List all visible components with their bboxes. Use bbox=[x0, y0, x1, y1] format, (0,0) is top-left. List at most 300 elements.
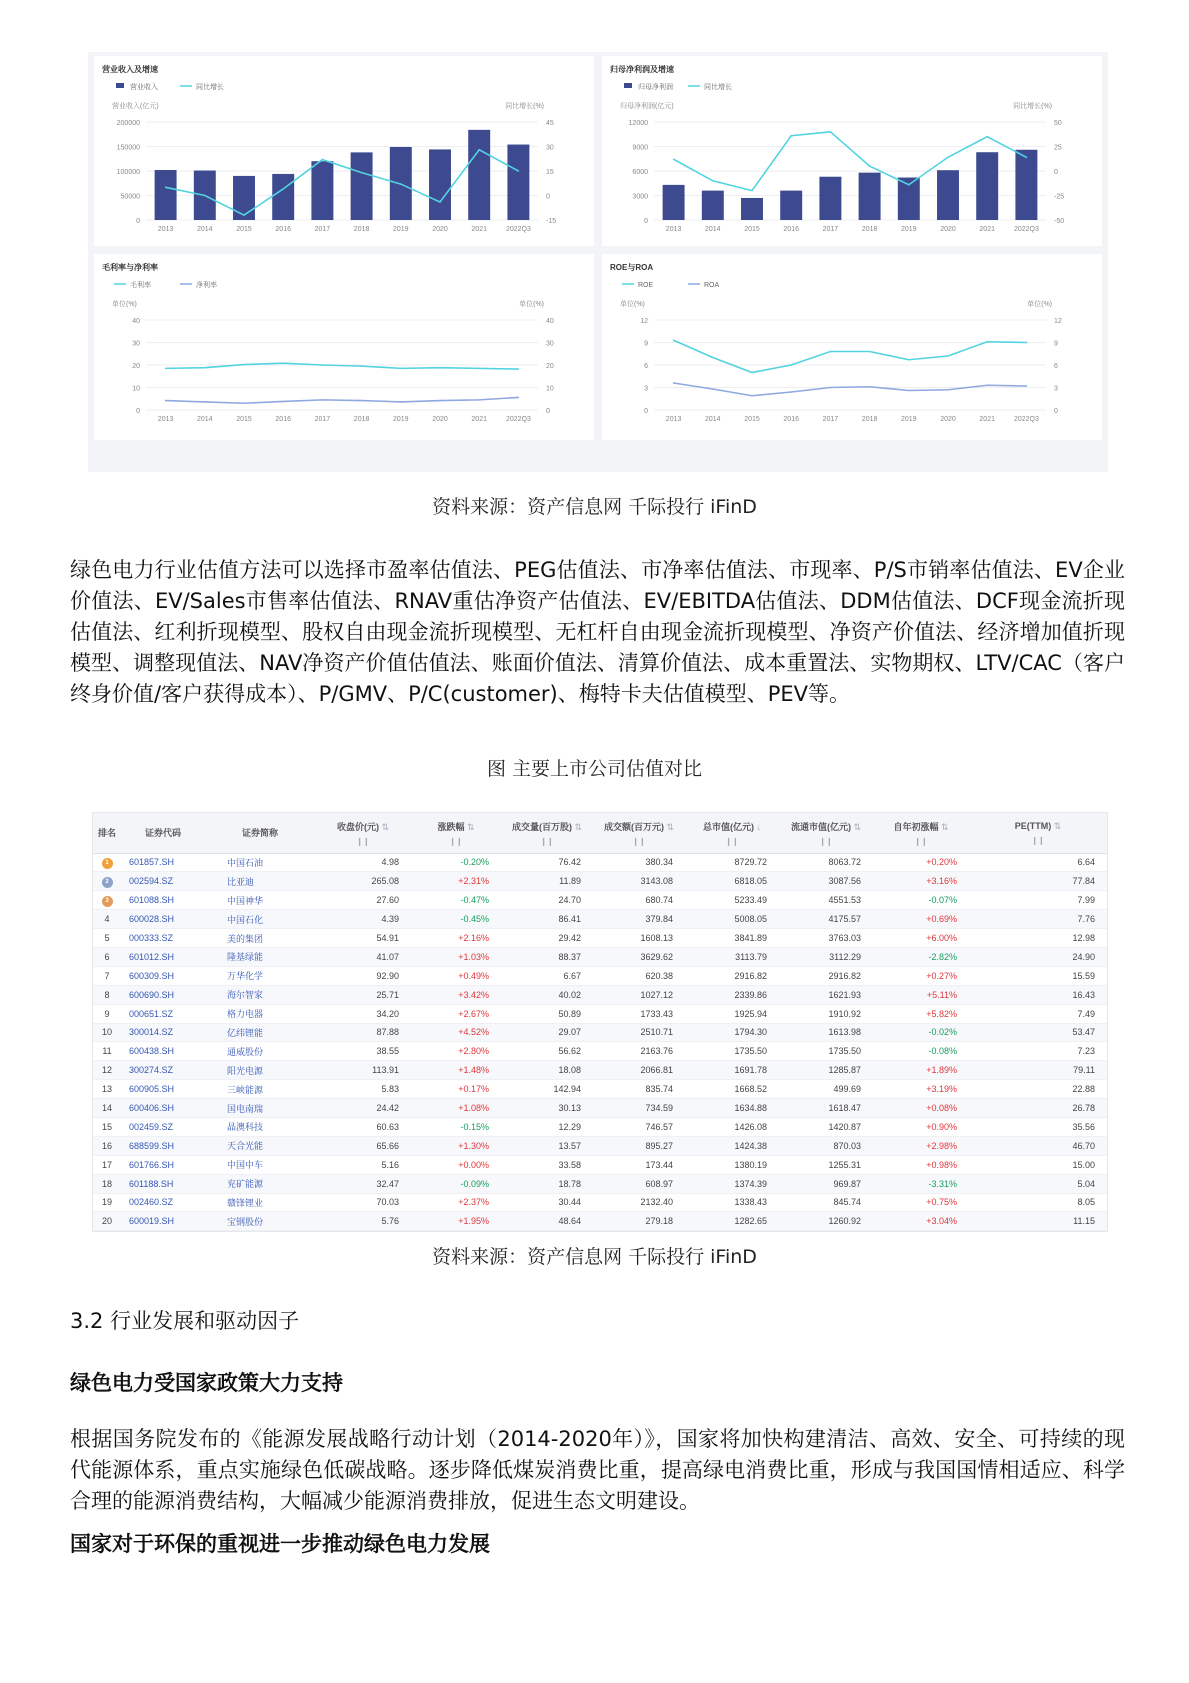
sort-icon[interactable]: ⇅ bbox=[1051, 820, 1062, 831]
ytd-change: +1.89% bbox=[873, 1061, 969, 1080]
x-tick: 2013 bbox=[665, 416, 682, 423]
column-header[interactable] bbox=[411, 813, 501, 853]
market-cap: 2916.82 bbox=[685, 966, 779, 985]
table-row[interactable] bbox=[93, 1212, 1107, 1231]
ytd-change: +3.16% bbox=[873, 872, 969, 891]
growth-point bbox=[869, 165, 871, 167]
growth-point bbox=[478, 149, 480, 151]
y-tick-left: 0 bbox=[136, 408, 140, 415]
ytd-change: +0.27% bbox=[873, 966, 969, 985]
growth-line bbox=[674, 132, 1027, 191]
stock-code[interactable]: 002460.SZ bbox=[121, 1193, 205, 1212]
stock-code[interactable]: 600309.SH bbox=[121, 966, 205, 985]
table-row[interactable] bbox=[93, 1042, 1107, 1061]
growth-point bbox=[204, 195, 206, 197]
chart-title: 归母净利润及增速 bbox=[610, 65, 674, 74]
series-point bbox=[322, 364, 324, 366]
change-pct: +1.03% bbox=[411, 947, 501, 966]
volume: 11.89 bbox=[501, 872, 593, 891]
y-tick-left: 9 bbox=[644, 340, 648, 348]
stock-name[interactable]: 晶澳科技 bbox=[205, 1117, 315, 1136]
table-row[interactable] bbox=[93, 1004, 1107, 1023]
rank-cell bbox=[93, 853, 121, 872]
stock-name[interactable]: 海尔智家 bbox=[205, 985, 315, 1004]
stock-name[interactable]: 三峡能源 bbox=[205, 1080, 315, 1099]
y-tick-right: 30 bbox=[546, 340, 554, 348]
market-cap: 1735.50 bbox=[685, 1042, 779, 1061]
series-point bbox=[204, 367, 206, 369]
stock-name[interactable]: 美的集团 bbox=[205, 929, 315, 948]
x-tick: 2014 bbox=[197, 416, 213, 423]
stock-code[interactable]: 600028.SH bbox=[121, 910, 205, 929]
column-chart-icon[interactable]: ❙❙ bbox=[914, 836, 928, 846]
series-point bbox=[947, 355, 949, 357]
x-tick: 2013 bbox=[157, 416, 174, 423]
volume: 142.94 bbox=[501, 1080, 593, 1099]
volume: 88.37 bbox=[501, 947, 593, 966]
stock-name[interactable]: 中国神华 bbox=[205, 891, 315, 910]
turnover: 835.74 bbox=[593, 1080, 685, 1099]
sort-icon[interactable]: ⇅ bbox=[571, 821, 583, 832]
ytd-change: -2.82% bbox=[873, 947, 969, 966]
ytd-change: +3.19% bbox=[873, 1080, 969, 1099]
ytd-change: +6.00% bbox=[873, 929, 969, 948]
change-pct: -0.47% bbox=[411, 891, 501, 910]
bar bbox=[155, 170, 177, 220]
column-chart-icon[interactable]: ❙❙ bbox=[449, 836, 463, 846]
table-row[interactable] bbox=[93, 1080, 1107, 1099]
close-price: 87.88 bbox=[315, 1023, 411, 1042]
ytd-change: +0.75% bbox=[873, 1193, 969, 1212]
change-pct: -0.45% bbox=[411, 910, 501, 929]
x-tick: 2018 bbox=[353, 416, 370, 423]
series-point bbox=[165, 368, 167, 370]
series-point bbox=[751, 395, 753, 397]
y-tick-right: 45 bbox=[546, 120, 554, 127]
pe-ttm: 79.11 bbox=[969, 1061, 1107, 1080]
column-header-label: 收盘价(元) bbox=[336, 821, 379, 832]
stock-code[interactable]: 002459.SZ bbox=[121, 1117, 205, 1136]
series-point bbox=[830, 351, 832, 353]
table-row[interactable] bbox=[93, 1136, 1107, 1155]
pe-ttm: 16.43 bbox=[969, 985, 1107, 1004]
turnover: 380.34 bbox=[593, 853, 685, 872]
stock-name[interactable]: 中国石化 bbox=[205, 910, 315, 929]
turnover: 746.57 bbox=[593, 1117, 685, 1136]
close-price: 38.55 bbox=[315, 1042, 411, 1061]
rank-cell: 9 bbox=[93, 1004, 121, 1023]
legend-label: 营业收入 bbox=[130, 84, 158, 91]
change-pct: -0.20% bbox=[411, 853, 501, 872]
right-axis-unit: 同比增长(%) bbox=[505, 103, 544, 110]
change-pct: +0.49% bbox=[411, 966, 501, 985]
close-price: 60.63 bbox=[315, 1117, 411, 1136]
volume: 86.41 bbox=[501, 910, 593, 929]
table-row[interactable] bbox=[93, 966, 1107, 985]
column-header[interactable] bbox=[315, 813, 411, 853]
table-row[interactable] bbox=[93, 872, 1107, 891]
change-pct: +1.95% bbox=[411, 1212, 501, 1231]
change-pct: +2.16% bbox=[411, 929, 501, 948]
ytd-change: -0.02% bbox=[873, 1023, 969, 1042]
column-chart-icon[interactable]: ❙❙ bbox=[356, 836, 370, 846]
table-row[interactable] bbox=[93, 1061, 1107, 1080]
rank-cell bbox=[93, 891, 121, 910]
growth-point bbox=[790, 135, 792, 137]
valuation-table bbox=[93, 813, 1107, 1231]
column-header-label: 证券简称 bbox=[241, 828, 278, 839]
stock-name[interactable]: 兖矿能源 bbox=[205, 1174, 315, 1193]
stock-code[interactable]: 601857.SH bbox=[121, 853, 205, 872]
ytd-change: +0.98% bbox=[873, 1155, 969, 1174]
series-point bbox=[790, 364, 792, 366]
stock-code[interactable]: 300274.SZ bbox=[121, 1061, 205, 1080]
market-cap: 1374.39 bbox=[685, 1174, 779, 1193]
growth-point bbox=[243, 214, 245, 216]
pe-ttm: 7.99 bbox=[969, 891, 1107, 910]
float-market-cap: 499.69 bbox=[779, 1080, 873, 1099]
y-tick-left: 40 bbox=[132, 318, 140, 325]
series-point bbox=[712, 357, 714, 359]
series-point bbox=[439, 400, 441, 402]
float-market-cap: 2916.82 bbox=[779, 966, 873, 985]
stock-code[interactable]: 600406.SH bbox=[121, 1099, 205, 1118]
growth-point bbox=[908, 184, 910, 186]
rank-cell: 16 bbox=[93, 1136, 121, 1155]
series-point bbox=[400, 368, 402, 370]
table-body bbox=[93, 853, 1107, 1231]
bar bbox=[429, 149, 451, 220]
series-point bbox=[478, 399, 480, 401]
change-pct: +0.00% bbox=[411, 1155, 501, 1174]
stock-name[interactable]: 中国石油 bbox=[205, 853, 315, 872]
table-row[interactable] bbox=[93, 1023, 1107, 1042]
stock-code[interactable]: 600690.SH bbox=[121, 985, 205, 1004]
turnover: 2510.71 bbox=[593, 1023, 685, 1042]
x-tick: 2016 bbox=[275, 416, 291, 423]
rank-cell: 20 bbox=[93, 1212, 121, 1231]
stock-name[interactable]: 亿纬锂能 bbox=[205, 1023, 315, 1042]
series-point bbox=[204, 401, 206, 403]
pe-ttm: 11.15 bbox=[969, 1212, 1107, 1231]
series-line bbox=[166, 397, 519, 403]
ytd-change: +0.08% bbox=[873, 1099, 969, 1118]
stock-code[interactable]: 601188.SH bbox=[121, 1174, 205, 1193]
market-cap: 1691.78 bbox=[685, 1061, 779, 1080]
column-chart-icon[interactable]: ❙❙ bbox=[540, 836, 554, 846]
column-header bbox=[121, 813, 205, 853]
stock-code[interactable]: 002594.SZ bbox=[121, 872, 205, 891]
sort-icon[interactable]: ⇅ bbox=[850, 821, 862, 832]
pe-ttm: 35.56 bbox=[969, 1117, 1107, 1136]
volume: 50.89 bbox=[501, 1004, 593, 1023]
series-point bbox=[712, 388, 714, 390]
rank-medal-icon: 3 bbox=[102, 896, 113, 907]
turnover: 608.97 bbox=[593, 1174, 685, 1193]
series-line bbox=[166, 363, 519, 369]
change-pct: -0.15% bbox=[411, 1117, 501, 1136]
financial-charts-figure bbox=[88, 52, 1108, 472]
table-row[interactable] bbox=[93, 1174, 1107, 1193]
turnover: 1027.12 bbox=[593, 985, 685, 1004]
x-tick: 2017 bbox=[314, 226, 331, 233]
market-cap: 1282.65 bbox=[685, 1212, 779, 1231]
stock-name[interactable]: 天合光能 bbox=[205, 1136, 315, 1155]
y-tick-right: 50 bbox=[1054, 120, 1062, 127]
market-cap: 5008.05 bbox=[685, 910, 779, 929]
x-tick: 2015 bbox=[236, 226, 252, 233]
close-price: 41.07 bbox=[315, 947, 411, 966]
y-tick-left: 3 bbox=[644, 385, 648, 393]
x-tick: 2013 bbox=[665, 226, 682, 233]
column-header-label: 自年初涨幅 bbox=[893, 821, 939, 832]
x-tick: 2021 bbox=[471, 226, 487, 233]
turnover: 379.84 bbox=[593, 910, 685, 929]
y-tick-left: 3000 bbox=[632, 193, 648, 201]
turnover: 1608.13 bbox=[593, 929, 685, 948]
stock-name[interactable]: 中国中车 bbox=[205, 1155, 315, 1174]
column-chart-icon[interactable]: ❙❙ bbox=[1031, 835, 1045, 845]
table-row[interactable] bbox=[93, 853, 1107, 872]
series-point bbox=[361, 400, 363, 402]
bar bbox=[233, 176, 255, 220]
table-row[interactable] bbox=[93, 1193, 1107, 1212]
series-point bbox=[322, 399, 324, 401]
turnover: 2132.40 bbox=[593, 1193, 685, 1212]
table-row[interactable] bbox=[93, 929, 1107, 948]
series-point bbox=[243, 364, 245, 366]
series-point bbox=[673, 382, 675, 384]
x-tick: 2015 bbox=[236, 416, 252, 423]
chart-title: 营业收入及增速 bbox=[102, 65, 158, 74]
stock-code[interactable]: 000333.SZ bbox=[121, 929, 205, 948]
float-market-cap: 1735.50 bbox=[779, 1042, 873, 1061]
y-tick-right: 40 bbox=[546, 318, 554, 325]
pe-ttm: 46.70 bbox=[969, 1136, 1107, 1155]
volume: 18.78 bbox=[501, 1174, 593, 1193]
column-header-label: PE(TTM) bbox=[1014, 820, 1052, 831]
market-cap: 6818.05 bbox=[685, 872, 779, 891]
stock-name[interactable]: 赣锋锂业 bbox=[205, 1193, 315, 1212]
x-tick: 2022Q3 bbox=[1013, 416, 1039, 423]
table-row[interactable] bbox=[93, 891, 1107, 910]
turnover: 3143.08 bbox=[593, 872, 685, 891]
series-point bbox=[282, 362, 284, 364]
column-header[interactable] bbox=[685, 813, 779, 853]
column-header-label: 成交量(百万股) bbox=[511, 821, 572, 832]
bar bbox=[1015, 150, 1037, 220]
right-axis-unit: 同比增长(%) bbox=[1013, 103, 1052, 110]
stock-code[interactable]: 600438.SH bbox=[121, 1042, 205, 1061]
column-header[interactable] bbox=[779, 813, 873, 853]
table-row[interactable] bbox=[93, 1155, 1107, 1174]
market-cap: 8729.72 bbox=[685, 853, 779, 872]
column-header[interactable] bbox=[501, 813, 593, 853]
legend-swatch bbox=[116, 83, 124, 88]
series-point bbox=[439, 367, 441, 369]
stock-name[interactable]: 国电南瑞 bbox=[205, 1099, 315, 1118]
policy-paragraph: 根据国务院发布的《能源发展战略行动计划（2014-2020年）》，国家将加快构建清洁、高效、安全、可持续的现代能源体系，重点实施绿色低碳战略。逐步降低煤炭消费比重，提高绿电消费比重，形成与我国国情相适应、科学合理的能源消费结构，大幅减少能源消费排放，促进生态文明建设。 bbox=[70, 1427, 1125, 1513]
x-tick: 2021 bbox=[979, 226, 995, 233]
stock-code[interactable]: 600019.SH bbox=[121, 1212, 205, 1231]
y-tick-left: 10 bbox=[132, 385, 140, 393]
column-chart-icon[interactable]: ❙❙ bbox=[725, 836, 739, 846]
pe-ttm: 15.00 bbox=[969, 1155, 1107, 1174]
x-tick: 2015 bbox=[744, 416, 760, 423]
series-point bbox=[908, 390, 910, 392]
stock-code[interactable]: 300014.SZ bbox=[121, 1023, 205, 1042]
change-pct: -0.09% bbox=[411, 1174, 501, 1193]
stock-name[interactable]: 通威股份 bbox=[205, 1042, 315, 1061]
left-axis-unit: 营业收入(亿元) bbox=[112, 103, 159, 110]
table-row[interactable] bbox=[93, 1099, 1107, 1118]
figure-title: 图 主要上市公司估值对比 bbox=[486, 758, 703, 780]
rank-medal-icon: 2 bbox=[102, 877, 113, 888]
stock-name[interactable]: 宝钢股份 bbox=[205, 1212, 315, 1231]
close-price: 27.60 bbox=[315, 891, 411, 910]
volume: 29.07 bbox=[501, 1023, 593, 1042]
turnover: 734.59 bbox=[593, 1099, 685, 1118]
change-pct: +1.48% bbox=[411, 1061, 501, 1080]
series-point bbox=[361, 365, 363, 367]
y-tick-right: 6 bbox=[1054, 363, 1058, 370]
rank-cell: 8 bbox=[93, 985, 121, 1004]
series-line bbox=[674, 340, 1027, 372]
market-cap: 3841.89 bbox=[685, 929, 779, 948]
bar bbox=[468, 130, 490, 220]
sort-icon[interactable]: ↓ bbox=[753, 821, 761, 832]
ytd-change: -3.31% bbox=[873, 1174, 969, 1193]
legend-label: 归母净利润 bbox=[638, 84, 673, 91]
column-header[interactable] bbox=[873, 813, 969, 853]
bar bbox=[937, 170, 959, 220]
stock-code[interactable]: 601766.SH bbox=[121, 1155, 205, 1174]
stock-name[interactable]: 比亚迪 bbox=[205, 872, 315, 891]
close-price: 5.83 bbox=[315, 1080, 411, 1099]
column-header-label: 总市值(亿元) bbox=[702, 821, 754, 832]
rank-cell: 4 bbox=[93, 910, 121, 929]
y-tick-right: -15 bbox=[546, 218, 557, 225]
stock-code[interactable]: 600905.SH bbox=[121, 1080, 205, 1099]
float-market-cap: 1613.98 bbox=[779, 1023, 873, 1042]
stock-name[interactable]: 阳光电源 bbox=[205, 1061, 315, 1080]
chart-title: 毛利率与净利率 bbox=[102, 263, 158, 272]
bar bbox=[663, 185, 685, 220]
x-tick: 2014 bbox=[197, 226, 213, 233]
stock-name[interactable]: 万华化学 bbox=[205, 966, 315, 985]
ytd-change: -0.07% bbox=[873, 891, 969, 910]
x-tick: 2014 bbox=[705, 226, 721, 233]
margin-chart bbox=[94, 254, 594, 440]
float-market-cap: 8063.72 bbox=[779, 853, 873, 872]
series-line bbox=[674, 383, 1027, 396]
column-header[interactable] bbox=[969, 813, 1107, 853]
table-row[interactable] bbox=[93, 947, 1107, 966]
series-point bbox=[830, 387, 832, 389]
rank-cell: 10 bbox=[93, 1023, 121, 1042]
column-header[interactable] bbox=[593, 813, 685, 853]
table-row[interactable] bbox=[93, 910, 1107, 929]
revenue-chart-svg bbox=[94, 56, 594, 246]
volume: 12.29 bbox=[501, 1117, 593, 1136]
y-tick-right: 20 bbox=[546, 363, 554, 370]
series-point bbox=[1026, 342, 1028, 344]
rank-cell: 6 bbox=[93, 947, 121, 966]
sort-icon[interactable]: ⇅ bbox=[378, 821, 390, 832]
right-axis-unit: 单位(%) bbox=[1027, 301, 1052, 308]
stock-name[interactable]: 隆基绿能 bbox=[205, 947, 315, 966]
stock-code[interactable]: 601088.SH bbox=[121, 891, 205, 910]
turnover: 2066.81 bbox=[593, 1061, 685, 1080]
y-tick-left: 12 bbox=[640, 318, 648, 325]
table-row[interactable] bbox=[93, 985, 1107, 1004]
pe-ttm: 77.84 bbox=[969, 872, 1107, 891]
market-cap: 2339.86 bbox=[685, 985, 779, 1004]
right-axis-unit: 单位(%) bbox=[519, 301, 544, 308]
float-market-cap: 3087.56 bbox=[779, 872, 873, 891]
turnover: 620.38 bbox=[593, 966, 685, 985]
close-price: 24.42 bbox=[315, 1099, 411, 1118]
series-point bbox=[282, 401, 284, 403]
ytd-change: +5.82% bbox=[873, 1004, 969, 1023]
volume: 6.67 bbox=[501, 966, 593, 985]
y-tick-left: 9000 bbox=[632, 144, 648, 152]
table-row[interactable] bbox=[93, 1117, 1107, 1136]
close-price: 4.39 bbox=[315, 910, 411, 929]
turnover: 895.27 bbox=[593, 1136, 685, 1155]
x-tick: 2022Q3 bbox=[1013, 226, 1039, 233]
growth-point bbox=[712, 180, 714, 182]
x-tick: 2013 bbox=[157, 226, 174, 233]
change-pct: +4.52% bbox=[411, 1023, 501, 1042]
volume: 56.62 bbox=[501, 1042, 593, 1061]
y-tick-right: 0 bbox=[546, 193, 550, 201]
column-chart-icon[interactable]: ❙❙ bbox=[819, 836, 833, 846]
x-tick: 2020 bbox=[940, 416, 956, 423]
bar bbox=[311, 161, 333, 220]
y-tick-left: 50000 bbox=[120, 193, 140, 201]
pe-ttm: 7.49 bbox=[969, 1004, 1107, 1023]
column-header bbox=[93, 813, 121, 853]
stock-code[interactable]: 601012.SH bbox=[121, 947, 205, 966]
close-price: 54.91 bbox=[315, 929, 411, 948]
sort-icon[interactable]: ⇅ bbox=[464, 821, 475, 832]
growth-point bbox=[322, 159, 324, 161]
y-tick-right: 0 bbox=[546, 408, 550, 415]
column-chart-icon[interactable]: ❙❙ bbox=[632, 836, 646, 846]
float-market-cap: 1910.92 bbox=[779, 1004, 873, 1023]
series-point bbox=[986, 384, 988, 386]
sort-icon[interactable]: ⇅ bbox=[938, 821, 949, 832]
sort-icon[interactable]: ⇅ bbox=[663, 821, 675, 832]
x-tick: 2016 bbox=[275, 226, 291, 233]
market-cap: 1424.38 bbox=[685, 1136, 779, 1155]
left-axis-unit: 归母净利润(亿元) bbox=[620, 103, 674, 110]
stock-code[interactable]: 000651.SZ bbox=[121, 1004, 205, 1023]
pe-ttm: 7.23 bbox=[969, 1042, 1107, 1061]
stock-name[interactable]: 格力电器 bbox=[205, 1004, 315, 1023]
y-tick-right: 0 bbox=[1054, 408, 1058, 415]
series-point bbox=[243, 402, 245, 404]
volume: 33.58 bbox=[501, 1155, 593, 1174]
series-point bbox=[908, 359, 910, 361]
legend-swatch bbox=[624, 83, 632, 88]
rank-cell: 14 bbox=[93, 1099, 121, 1118]
stock-code[interactable]: 688599.SH bbox=[121, 1136, 205, 1155]
float-market-cap: 4175.57 bbox=[779, 910, 873, 929]
legend-label: ROE bbox=[638, 282, 654, 289]
x-tick: 2020 bbox=[432, 416, 448, 423]
